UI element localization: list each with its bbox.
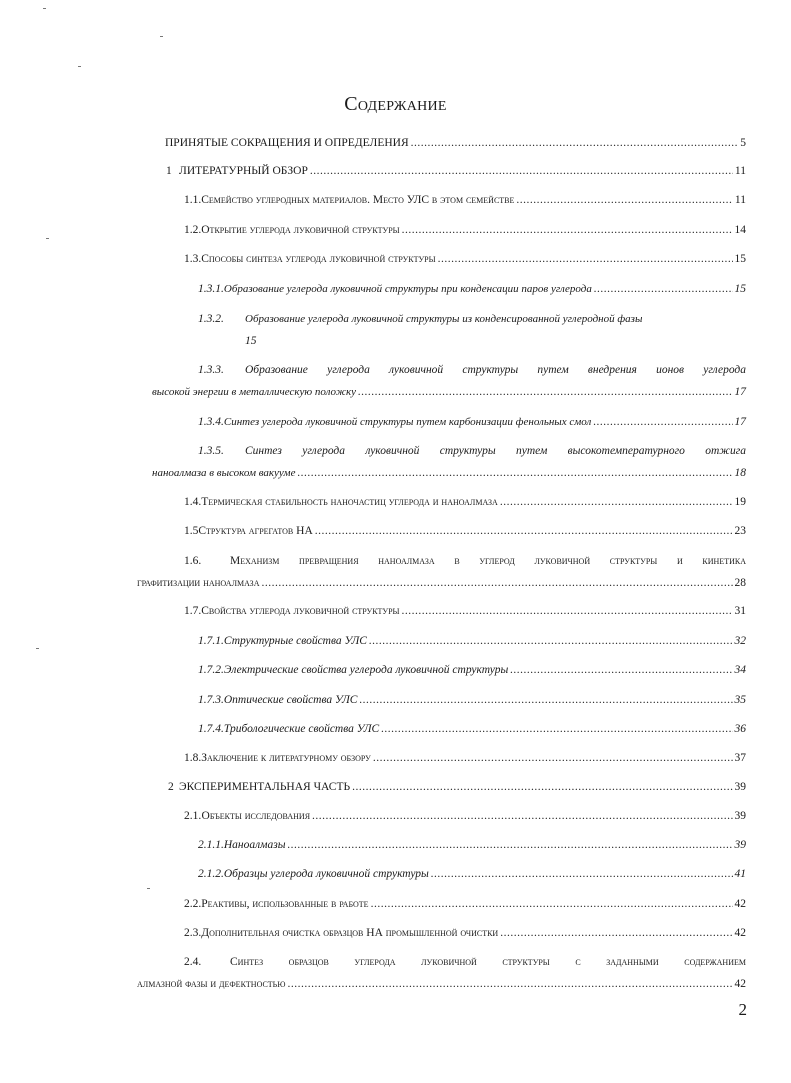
toc-entry-page: 15 — [245, 335, 257, 347]
toc-entry-text: Объекты исследования — [201, 810, 311, 822]
toc-entry-number: 1.3.4. — [198, 416, 224, 428]
toc-entry-page: 17 — [734, 386, 746, 398]
toc-entry-text: ПРИНЯТЫЕ СОКРАЩЕНИЯ И ОПРЕДЕЛЕНИЯ — [165, 137, 409, 149]
toc-entry[interactable] — [198, 630, 746, 652]
toc-entry-number: 2.2. — [184, 898, 202, 910]
toc-entry-text: Семейство углеродных материалов. Место УЛС в этом семействе — [201, 194, 515, 206]
toc-entry-number: 2.4. — [184, 956, 202, 968]
toc-entry-page: 15 — [734, 253, 746, 265]
toc-entry-number: 1.8. — [184, 752, 202, 764]
toc-entry-page: 42 — [734, 927, 746, 939]
toc-entry-number: 1.1. — [184, 194, 202, 206]
leader-dots — [438, 248, 733, 270]
toc-entry-page: 5 — [740, 137, 746, 149]
toc-entry-number: 1 — [166, 165, 172, 177]
toc-entry-number: 1.6. — [184, 555, 202, 567]
toc-entry-number: 1.7.4. — [198, 723, 224, 735]
leader-dots — [352, 776, 732, 798]
toc-entry-text: Электрические свойства углерода луковичной структуры — [223, 664, 509, 676]
toc-entry-text-line2: высокой энергии в металлическую положку — [152, 386, 357, 398]
toc-entry-page: 32 — [734, 635, 746, 647]
leader-dots — [402, 219, 733, 241]
leader-dots — [310, 160, 733, 182]
toc-entry-text-line2: наноалмаза в высоком вакууме — [152, 467, 296, 479]
leader-dots — [312, 805, 732, 827]
toc-entry-page: 23 — [734, 525, 746, 537]
toc-entry-text: Свойства углерода луковичной структуры — [201, 605, 400, 617]
page-number: 2 — [738, 1000, 747, 1019]
toc-entry-text: Трибологические свойства УЛС — [223, 723, 380, 735]
toc-entry-page: 18 — [734, 467, 746, 479]
toc-entry-number: 2.1.2. — [198, 868, 224, 880]
toc-entry-page: 11 — [734, 194, 746, 206]
leader-dots — [288, 834, 733, 856]
toc-entry-text: ЛИТЕРАТУРНЫЙ ОБЗОР — [179, 165, 308, 177]
toc-entry[interactable] — [152, 359, 746, 403]
toc-entry-text: ЭКСПЕРИМЕНТАЛЬНАЯ ЧАСТЬ — [179, 781, 351, 793]
toc-entry[interactable] — [184, 600, 746, 622]
toc-entry[interactable] — [198, 718, 746, 740]
toc-entry[interactable] — [137, 951, 746, 995]
toc-entry-page: 41 — [734, 868, 746, 880]
leader-dots — [373, 747, 733, 769]
toc-entry-number: 1.3.5. — [198, 445, 224, 457]
leader-dots — [359, 689, 732, 711]
toc-entry-text: Синтез углерода луковичной структуры путем карбонизации фенольных смол — [223, 416, 592, 428]
toc-entry-text: Термическая стабильность наночастиц углерода и наноалмаза — [201, 496, 498, 508]
toc-entry[interactable] — [198, 308, 746, 352]
toc-entry-page: 42 — [734, 898, 746, 910]
toc-entry-number: 1.3.2. — [198, 313, 224, 325]
leader-dots — [411, 132, 739, 154]
leader-dots — [297, 462, 732, 484]
toc-entry-text-line2: алмазной фазы и дефектностью — [137, 978, 286, 990]
leader-dots — [287, 973, 732, 995]
toc-entry-page: 19 — [734, 496, 746, 508]
toc-entry-number: 1.3. — [184, 253, 202, 265]
toc-entry-text: Способы синтеза углерода луковичной структуры — [201, 253, 436, 265]
leader-dots — [371, 893, 733, 915]
toc-entry-text-line1: Механизм превращения наноалмаза в углерод луковичной структуры и кинетика — [230, 555, 746, 567]
leader-dots — [510, 659, 732, 681]
leader-dots — [369, 630, 733, 652]
toc-entry-number: 1.3.1. — [198, 283, 224, 295]
toc-entry-number: 1.4. — [184, 496, 202, 508]
toc-entry-number: 1.2. — [184, 224, 202, 236]
toc-entry-text: Открытие углерода луковичной структуры — [201, 224, 400, 236]
toc-entry-page: 37 — [734, 752, 746, 764]
leader-dots — [516, 189, 733, 211]
toc-entry-page: 42 — [734, 978, 746, 990]
toc-entry[interactable] — [184, 893, 746, 915]
toc-entry-text-line1: Образование углерода луковичной структуры путем внедрения ионов углерода — [245, 364, 746, 376]
toc-entry[interactable] — [198, 411, 746, 433]
toc-entry-page: 17 — [734, 416, 746, 428]
toc-entry-page: 39 — [734, 781, 746, 793]
toc-entry-page: 14 — [734, 224, 746, 236]
toc-entry-number: 1.7.3. — [198, 694, 224, 706]
toc-entry[interactable] — [198, 278, 746, 300]
leader-dots — [431, 863, 733, 885]
toc-entry-text: Образование углерода луковичной структуры при конденсации паров углерода — [223, 283, 592, 295]
toc-entry[interactable] — [184, 805, 746, 827]
toc-entry-text-line2: графитизации наноалмаза — [137, 577, 260, 589]
toc-entry-page: 36 — [734, 723, 746, 735]
toc-entry-page: 35 — [734, 694, 746, 706]
leader-dots — [500, 491, 733, 513]
toc-entry-text: Реактивы, использованные в работе — [201, 898, 369, 910]
toc-entry-text: Структурные свойства УЛС — [223, 635, 367, 647]
toc-entry-text: Наноалмазы — [223, 839, 286, 851]
toc-entry[interactable] — [152, 440, 746, 484]
leader-dots — [358, 381, 732, 403]
toc-entry-page: 39 — [734, 810, 746, 822]
toc-entry[interactable] — [198, 689, 746, 711]
toc-entry[interactable] — [137, 550, 746, 594]
leader-dots — [315, 520, 733, 542]
toc-entry-number: 2.1.1. — [198, 839, 224, 851]
toc-entry-text: Образцы углерода луковичной структуры — [223, 868, 429, 880]
leader-dots — [261, 572, 732, 594]
toc-entry-number: 1.7.1. — [198, 635, 224, 647]
toc-entry-page: 28 — [734, 577, 746, 589]
toc-entry[interactable] — [184, 922, 746, 944]
toc-entry[interactable] — [198, 863, 746, 885]
toc-entry-page: 34 — [734, 664, 746, 676]
toc-entry[interactable] — [184, 219, 746, 241]
toc-entry-page: 11 — [734, 165, 746, 177]
toc-entry[interactable] — [166, 160, 746, 182]
toc-entry-text: Заключение к литературному обзору — [201, 752, 371, 764]
toc-entry[interactable] — [168, 776, 746, 798]
toc-entry-number: 2.1. — [184, 810, 202, 822]
leader-dots — [402, 600, 733, 622]
toc-entry[interactable] — [198, 834, 746, 856]
toc-entry[interactable] — [198, 659, 746, 681]
leader-dots — [593, 411, 732, 433]
toc-entry-number: 1.7.2. — [198, 664, 224, 676]
leader-dots — [500, 922, 732, 944]
toc-entry-number: 2 — [168, 781, 174, 793]
toc-entry-page: 15 — [734, 283, 746, 295]
toc-entry-text: Образование углерода луковичной структуры из конденсированной углеродной фазы — [245, 313, 643, 325]
toc-entry-text: Структура агрегатов НА — [198, 525, 313, 537]
toc-entry-text-line1: Синтез образцов углерода луковичной структуры с заданными содержанием — [230, 956, 746, 968]
toc-entry-number: 1.5 — [184, 525, 199, 537]
toc-entry-number: 1.3.3. — [198, 364, 224, 376]
toc-entry-text-line1: Синтез углерода луковичной структуры путем высокотемпературного отжига — [245, 445, 746, 457]
toc-entry-page: 31 — [734, 605, 746, 617]
toc-entry[interactable] — [184, 747, 746, 769]
toc-entry-number: 2.3. — [184, 927, 202, 939]
leader-dots — [594, 278, 733, 300]
toc-entry[interactable] — [165, 132, 746, 154]
toc-entry-text: Дополнительная очистка образцов НА промышленной очистки — [201, 927, 499, 939]
page-title: Содержание — [344, 93, 447, 115]
toc-entry[interactable] — [184, 491, 746, 513]
toc-entry[interactable] — [184, 189, 746, 211]
toc-entry[interactable] — [184, 248, 746, 270]
toc-entry-page: 39 — [734, 839, 746, 851]
toc-entry-number: 1.7. — [184, 605, 202, 617]
leader-dots — [381, 718, 732, 740]
toc-entry[interactable] — [184, 520, 746, 542]
toc-entry-text: Оптические свойства УЛС — [223, 694, 358, 706]
